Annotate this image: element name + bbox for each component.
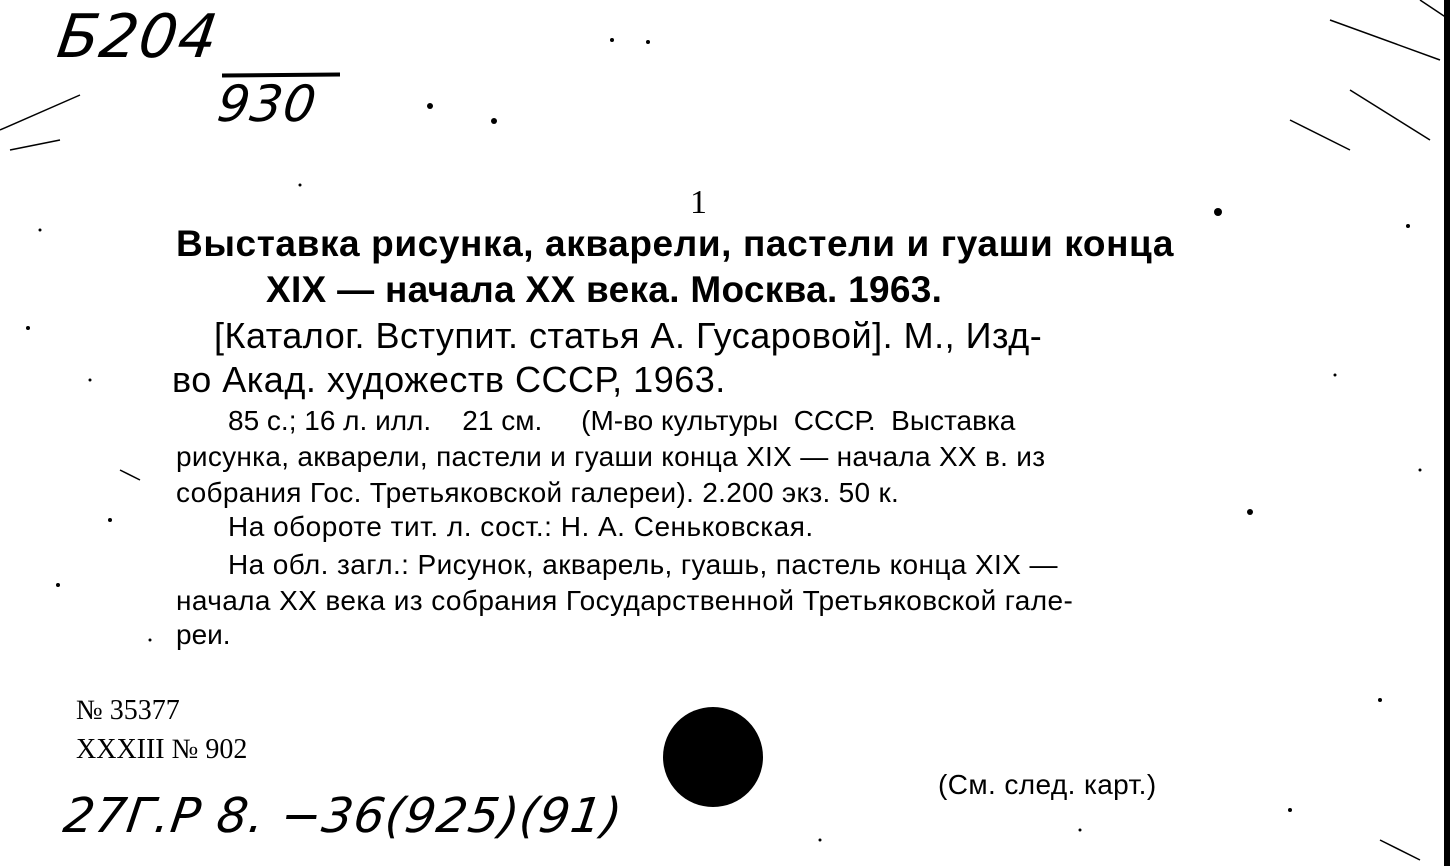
- collation-line-1: 85 с.; 16 л. илл. 21 см. (М-во культуры СССР. Выставка: [228, 405, 1016, 436]
- title-line-2: XIX — начала XX века. Москва. 1963.: [266, 269, 943, 310]
- card-number: 1: [690, 184, 707, 221]
- collation-line-3: собрания Гос. Третьяковской галереи). 2.200 экз. 50 к.: [176, 477, 900, 508]
- note-cover-title-line-1: На обл. загл.: Рисунок, акварель, гуашь, пастель конца XIX —: [228, 549, 1058, 580]
- note-cover-title-line-3: реи.: [176, 619, 231, 650]
- shelfmark-handwritten-bottom: 930: [213, 75, 321, 133]
- title-line-1: Выставка рисунка, акварели, пастели и гуаши конца: [176, 223, 1174, 264]
- classification-handwritten: 27Г.Р 8. −36(925)(91): [60, 788, 627, 844]
- imprint-line-2: во Акад. художеств СССР, 1963.: [172, 359, 726, 400]
- punch-hole: [663, 707, 763, 807]
- imprint-line-1: [Каталог. Вступит. статья А. Гусаровой]. М., Изд-: [214, 315, 1043, 356]
- collation-line-2: рисунка, акварели, пастели и гуаши конца XIX — начала XX в. из: [176, 441, 1046, 472]
- note-cover-title-line-2: начала XX века из собрания Государственной Третьяковской гале-: [176, 585, 1074, 616]
- note-compiler: На обороте тит. л. сост.: Н. А. Сеньковская.: [228, 511, 814, 542]
- card-edge-shadow: [1444, 0, 1450, 866]
- continuation-note: (См. след. карт.): [938, 769, 1157, 800]
- accession-number: № 35377: [76, 695, 180, 726]
- shelfmark-handwritten-top: Б204: [53, 2, 223, 72]
- series-number: XXXIII № 902: [76, 734, 248, 765]
